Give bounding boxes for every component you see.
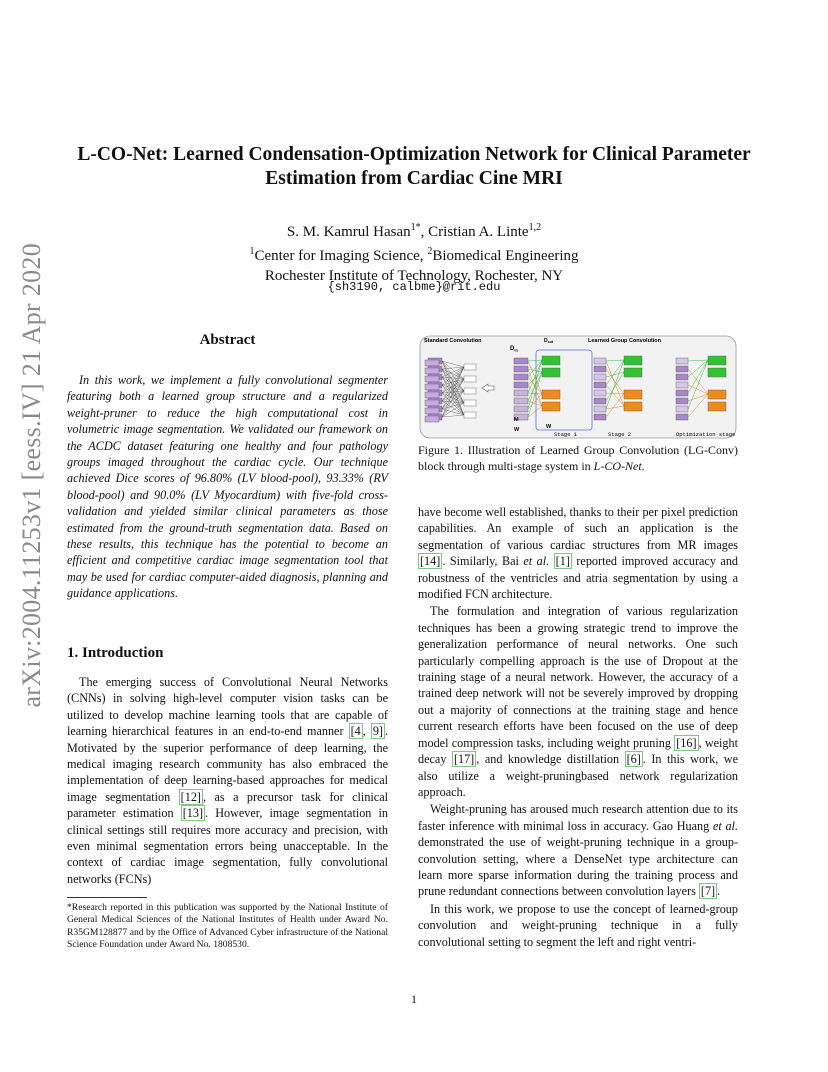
author-block	[150, 218, 678, 286]
paper-title: L-CO-Net: Learned Condensation-Optimization Network for Clinical Parameter Estimation from Cardiac Cine MRI	[77, 144, 751, 189]
stage2-input	[594, 398, 606, 404]
affiliation-line: $^1$Center for Imaging Science, $^2$Biomedical Engineering	[249, 246, 579, 264]
stage2-input	[594, 406, 606, 412]
optim-input	[676, 358, 688, 364]
output-channel	[464, 412, 476, 418]
input-channel-shadow	[425, 392, 439, 398]
output-channel	[464, 400, 476, 406]
intro-paragraph: The emerging success of Convolutional Neural Networks (CNNs) in solving high-level computer vision tasks can be utilized to develop machine learning tools that are capable of learning hierarchical features in an end-to-end manner [4 , 9] . Motivated by the superior performance of deep learning, the medical imaging research community has also embraced the implementation of deep learning-based approaches for medical image segmentation [12] , as a precursor task for clinical parameter estimation [13] . However, image segmentation in clinical settings still requires more accuracy and precision, with even minimal segmentation errors being unacceptable. In the context of cardiac image segmentation, fully convolutional networks (FCNs)	[67, 675, 389, 886]
group-block	[624, 356, 642, 365]
stage1-input	[514, 382, 528, 388]
stage1-input	[514, 366, 528, 372]
label-stage2: Stage 2	[608, 431, 632, 438]
citation-link[interactable]: [4	[350, 724, 361, 739]
optim-input	[676, 414, 688, 420]
group-block	[542, 368, 560, 377]
label-stage1: Stage 1	[554, 431, 578, 438]
figure-caption: Figure 1. Illustration of Learned Group Convolution (LG-Conv) block through multi-stage system in L-CO-Net.	[418, 443, 738, 473]
output-channel	[464, 364, 476, 370]
paragraph-2: The formulation and integration of various regularization techniques has been a growing strategic trend to improve the generalization performance of neural networks. One such particularly compelling approach is the use of Dropout at the training stage of a neural network. However, the accuracy of a trained deep network will not be severely improved by dropping out a majority of connections at the training stage and hence current research efforts have been focused on the use of deep model compression tasks, including weight pruning [16] , weight decay [17] , and knowledge distillation [6] . In this work, we also utilize a weight-pruningbased network regularization approach.	[418, 604, 738, 799]
abstract-text: In this work, we implement a fully convolutional segmenter featuring both a learned group structure and a regularized weight-pruner to reduce the high computational cost in volumetric image segmentation. We validated our framework on the ACDC dataset featuring one healthy and four pathology groups imaged throughout the cardiac cycle. Our technique achieved Dice scores of 96.80% (LV blood-pool), 93.33% (RV blood-pool) and 90.0% (LV Myocardium) with five-fold cross-validation and yielded similar clinical parameters as those estimated from the ground-truth segmentation data. Based on these results, this technique has the potential to become an efficient and competitive cardiac image segmentation tool that may be used for cardiac computer-aided diagnosis, planning and guidance applications.	[67, 373, 388, 601]
stage2-input	[594, 390, 606, 396]
label-w: W	[546, 424, 552, 430]
label-w-in: W	[514, 427, 520, 433]
citation-link[interactable]: [12]	[180, 789, 201, 804]
stage1-input	[514, 358, 528, 364]
citation-link[interactable]: 9]	[372, 724, 383, 739]
stage1-input	[514, 374, 528, 380]
citation-link[interactable]: [1]	[555, 554, 570, 569]
institution-line: Rochester Institute of Technology, Rochester, NY	[264, 268, 564, 284]
output-channel	[464, 388, 476, 394]
label-standard-conv: Standard Convolution	[424, 338, 482, 344]
citation-link[interactable]: [16]	[676, 735, 697, 750]
section-heading-introduction: 1. Introduction	[67, 645, 164, 661]
lg-conv-diagram	[418, 332, 738, 442]
paragraph-4: In this work, we propose to use the concept of learned-group convolution and weight-pruning technique in a fully convolutional setting to segment the left and right ventri-	[418, 901, 738, 949]
input-channel-shadow	[425, 408, 439, 414]
diagram-panel	[420, 336, 736, 438]
citation-link[interactable]: [6]	[626, 752, 641, 767]
abstract-heading: Abstract	[199, 332, 256, 348]
optim-input	[676, 382, 688, 388]
introduction-body	[67, 674, 388, 887]
page-number: 1	[411, 992, 417, 1006]
input-channel-shadow	[425, 416, 439, 422]
abstract-body	[67, 372, 388, 602]
group-block	[542, 402, 560, 411]
group-block	[624, 390, 642, 399]
input-channel-shadow	[425, 384, 439, 390]
paragraph-1: have become well established, thanks to their per pixel prediction capabilities. An example of such an application is the segmentation of various cardiac structures from MR images [14] . Similarly, Bai et al. [1] reported improved accuracy and robustness of the ventricles and atria segmentation by using a modified FCN architecture.	[418, 505, 739, 602]
input-channel-shadow	[425, 376, 439, 382]
optim-input	[676, 398, 688, 404]
group-block	[542, 356, 560, 365]
citation-link[interactable]: [7]	[700, 884, 716, 899]
optim-input	[676, 374, 688, 380]
group-block	[624, 368, 642, 377]
group-block	[624, 402, 642, 411]
optim-input	[676, 406, 688, 412]
group-block	[708, 402, 726, 411]
label-optimization-stage: Optimization stage	[676, 431, 736, 438]
stage2-input	[594, 358, 606, 364]
input-channel-shadow	[425, 400, 439, 406]
input-channel-shadow	[425, 368, 439, 374]
citation-link[interactable]: [13]	[182, 806, 204, 821]
group-block	[542, 390, 560, 399]
stage2-input	[594, 366, 606, 372]
figure-1	[418, 332, 738, 442]
author-email: {sh3190, calbme}@rit.edu	[327, 280, 501, 294]
footnote: *Research reported in this publication was supported by the National Institute of General Medical Sciences of the National Institutes of Health under Award No. R35GM128877 and by the Office of Advanced Cyber infrastructure of the National Science Foundation under Award No. 1808530.	[67, 902, 388, 951]
stage1-input	[514, 406, 528, 412]
group-block	[708, 390, 726, 399]
label-din: $D_{in}$	[510, 346, 518, 353]
group-block	[708, 368, 726, 377]
label-m: M	[514, 417, 519, 423]
stage1-input	[514, 390, 528, 396]
group-block	[708, 356, 726, 365]
paragraph-3: Weight-pruning has aroused much research attention due to its faster inference with minimal loss in accuracy. Gao Huang et al. demonstrated the use of weight-pruning technique in a group-convolution setting, where a DenseNet type architecture can learn more sparse information during the training process and prune redundant connections between convolution layers [7] .	[418, 802, 738, 899]
stage2-input	[594, 382, 606, 388]
optim-input	[676, 366, 688, 372]
citation-link[interactable]: [14]	[420, 554, 441, 569]
arxiv-stamp: arXiv:2004.11253v1 [eess.IV] 21 Apr 2020	[17, 242, 46, 708]
output-channel	[464, 376, 476, 382]
label-learned-group-conv: Learned Group Convolution	[588, 338, 662, 344]
label-dout: $D_{out}$	[544, 338, 554, 344]
stage1-input	[514, 398, 528, 404]
citation-link[interactable]: [17]	[453, 752, 475, 767]
input-channel-shadow	[425, 360, 439, 366]
author-names: S. M. Kamrul Hasan$^{1*}$, Cristian A. Linte$^{1,2}$	[286, 222, 542, 240]
stage2-input	[594, 374, 606, 380]
right-column-body	[418, 504, 738, 950]
footnote-rule	[67, 897, 147, 898]
stage2-input	[594, 414, 606, 420]
optim-input	[676, 390, 688, 396]
